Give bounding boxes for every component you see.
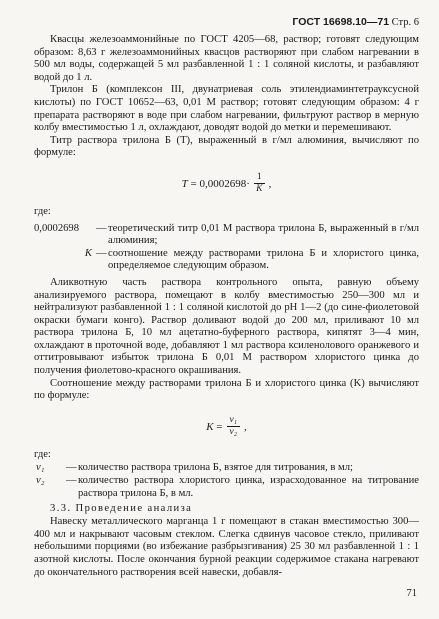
definition-symbol: v₁ xyxy=(36,462,45,474)
formula-titer-coef: 0,0002698 xyxy=(199,177,247,190)
definition-text: теоретический титр 0,01 М раствора трилона Б, выраженный в г/мл алюминия; xyxy=(108,222,419,247)
formula-titer-lhs: T xyxy=(181,177,188,190)
definition-text: соотношение между растворами трилона Б и хлористого цинка, определяемое следующим образом. xyxy=(108,247,419,272)
formula-titer-fraction xyxy=(254,172,265,195)
definition-item xyxy=(34,248,419,273)
definition-item xyxy=(34,223,419,248)
formula-ratio-lhs: K xyxy=(206,420,214,433)
definition-dash: — xyxy=(96,222,107,234)
page-number: 71 xyxy=(406,588,417,599)
paragraph-ratio-intro: Соотношение между растворами трилона Б и хлористого цинка (K) вычисляют по формуле: xyxy=(34,377,419,402)
paragraph-procedure: Навеску металлического марганца 1 г помещают в стакан вместимостью 300—400 мл и накрывают часовым стеклом. Слегка сдвинув часовое стекло, приливают небольшими порциями (во избежание разбрызгивания) 25 30 мл разбавленной 1 : 1 азотной кислоты. После окончания бурной реакции содержимое стакана нагревают до окончательного растворения всей навески, добавля- xyxy=(34,516,419,578)
definition-symbol: v₂ xyxy=(36,475,45,487)
definition-text: количество раствора хлористого цинка, израсходованное на титрование раствора трилона Б, в мл. xyxy=(78,475,419,499)
formula-ratio xyxy=(34,413,419,441)
formula-ratio-fraction xyxy=(227,415,241,438)
definition-dash: — xyxy=(96,247,107,259)
formula-ratio-eq: = xyxy=(216,420,223,433)
standard-number: ГОСТ 16698.10—71 xyxy=(292,16,390,28)
formula-titer-numerator: 1 xyxy=(254,172,265,184)
definition-list-2 xyxy=(34,462,419,500)
formula-titer-denominator: K xyxy=(256,184,263,195)
paragraph-titer-intro: Титр раствора трилона Б (T), выраженный в г/мл алюминия, вычисляют по формуле: xyxy=(34,134,419,159)
formula-ratio-denominator: v₂ xyxy=(229,427,238,438)
definition-dash: — xyxy=(66,475,77,487)
formula-titer-dot: · xyxy=(246,177,250,190)
definition-item xyxy=(34,475,419,500)
definition-symbol: K xyxy=(84,247,92,259)
formula-titer xyxy=(34,170,419,198)
paragraph-ferric-alum: Квасцы железоаммонийные по ГОСТ 4205—68, раствор; готовят следующим образом: 8,63 г железоаммонийных квасцов растворяют при слабом нагревании в 500 мл воды, содержащей 5 мл разбавленной 1 : 1 соляной кислоты, и разбавляют водой до 1 л. xyxy=(34,34,419,83)
formula-ratio-tail: , xyxy=(244,420,247,433)
where-label-1: где: xyxy=(34,205,51,217)
formula-ratio-numerator: v₁ xyxy=(227,415,241,427)
definition-item xyxy=(34,462,419,475)
paragraph-trilon-b: Трилон Б (комплексон III, двунатриевая соль этилендиаминтетрауксусной кислоты) по ГОСТ 10652—63, 0,01 М раствор; готовят следующим образом: 4 г препарата растворяют в воде при слабом нагревании, фильтруют раствор в мерную колбу вместимостью 1 л, охлаждают, доводят водой до метки и перемешивают. xyxy=(34,84,419,134)
section-heading: 3.3. Проведение анализа xyxy=(50,503,193,515)
page-header xyxy=(34,16,419,28)
definition-list-1 xyxy=(34,223,419,273)
definition-dash: — xyxy=(66,462,77,474)
paragraph-aliquot: Аликвотную часть раствора контрольного опыта, равную объему анализируемого раствора, помещают в колбу вместимостью 250—300 мл и нейтрализуют разбавленной 1 : 1 соляной кислотой до pH 1—2 (до сине-фиолетовой окраски бумаги конго). Раствор доливают водой до 200 мл, приливают 10 мл раствора трилона Б, 10 мл ацетатно-буферного раствора, кипятят 3—4 мин, охлаждают в проточной воде, добавляют 1 мл раствора ксиленолового оранжевого и оттитровывают избыток трилона Б 0,01 М раствором хлористого цинка до получения фиолетово-красного окрашивания. xyxy=(34,276,419,377)
formula-titer-eq: = xyxy=(190,177,197,190)
where-label-2: где: xyxy=(34,448,51,460)
page-label: Стр. 6 xyxy=(391,17,419,28)
definition-text: количество раствора трилона Б, взятое для титрования, в мл; xyxy=(78,462,353,474)
definition-symbol: 0,0002698 xyxy=(34,222,80,234)
formula-titer-tail: , xyxy=(268,177,272,190)
